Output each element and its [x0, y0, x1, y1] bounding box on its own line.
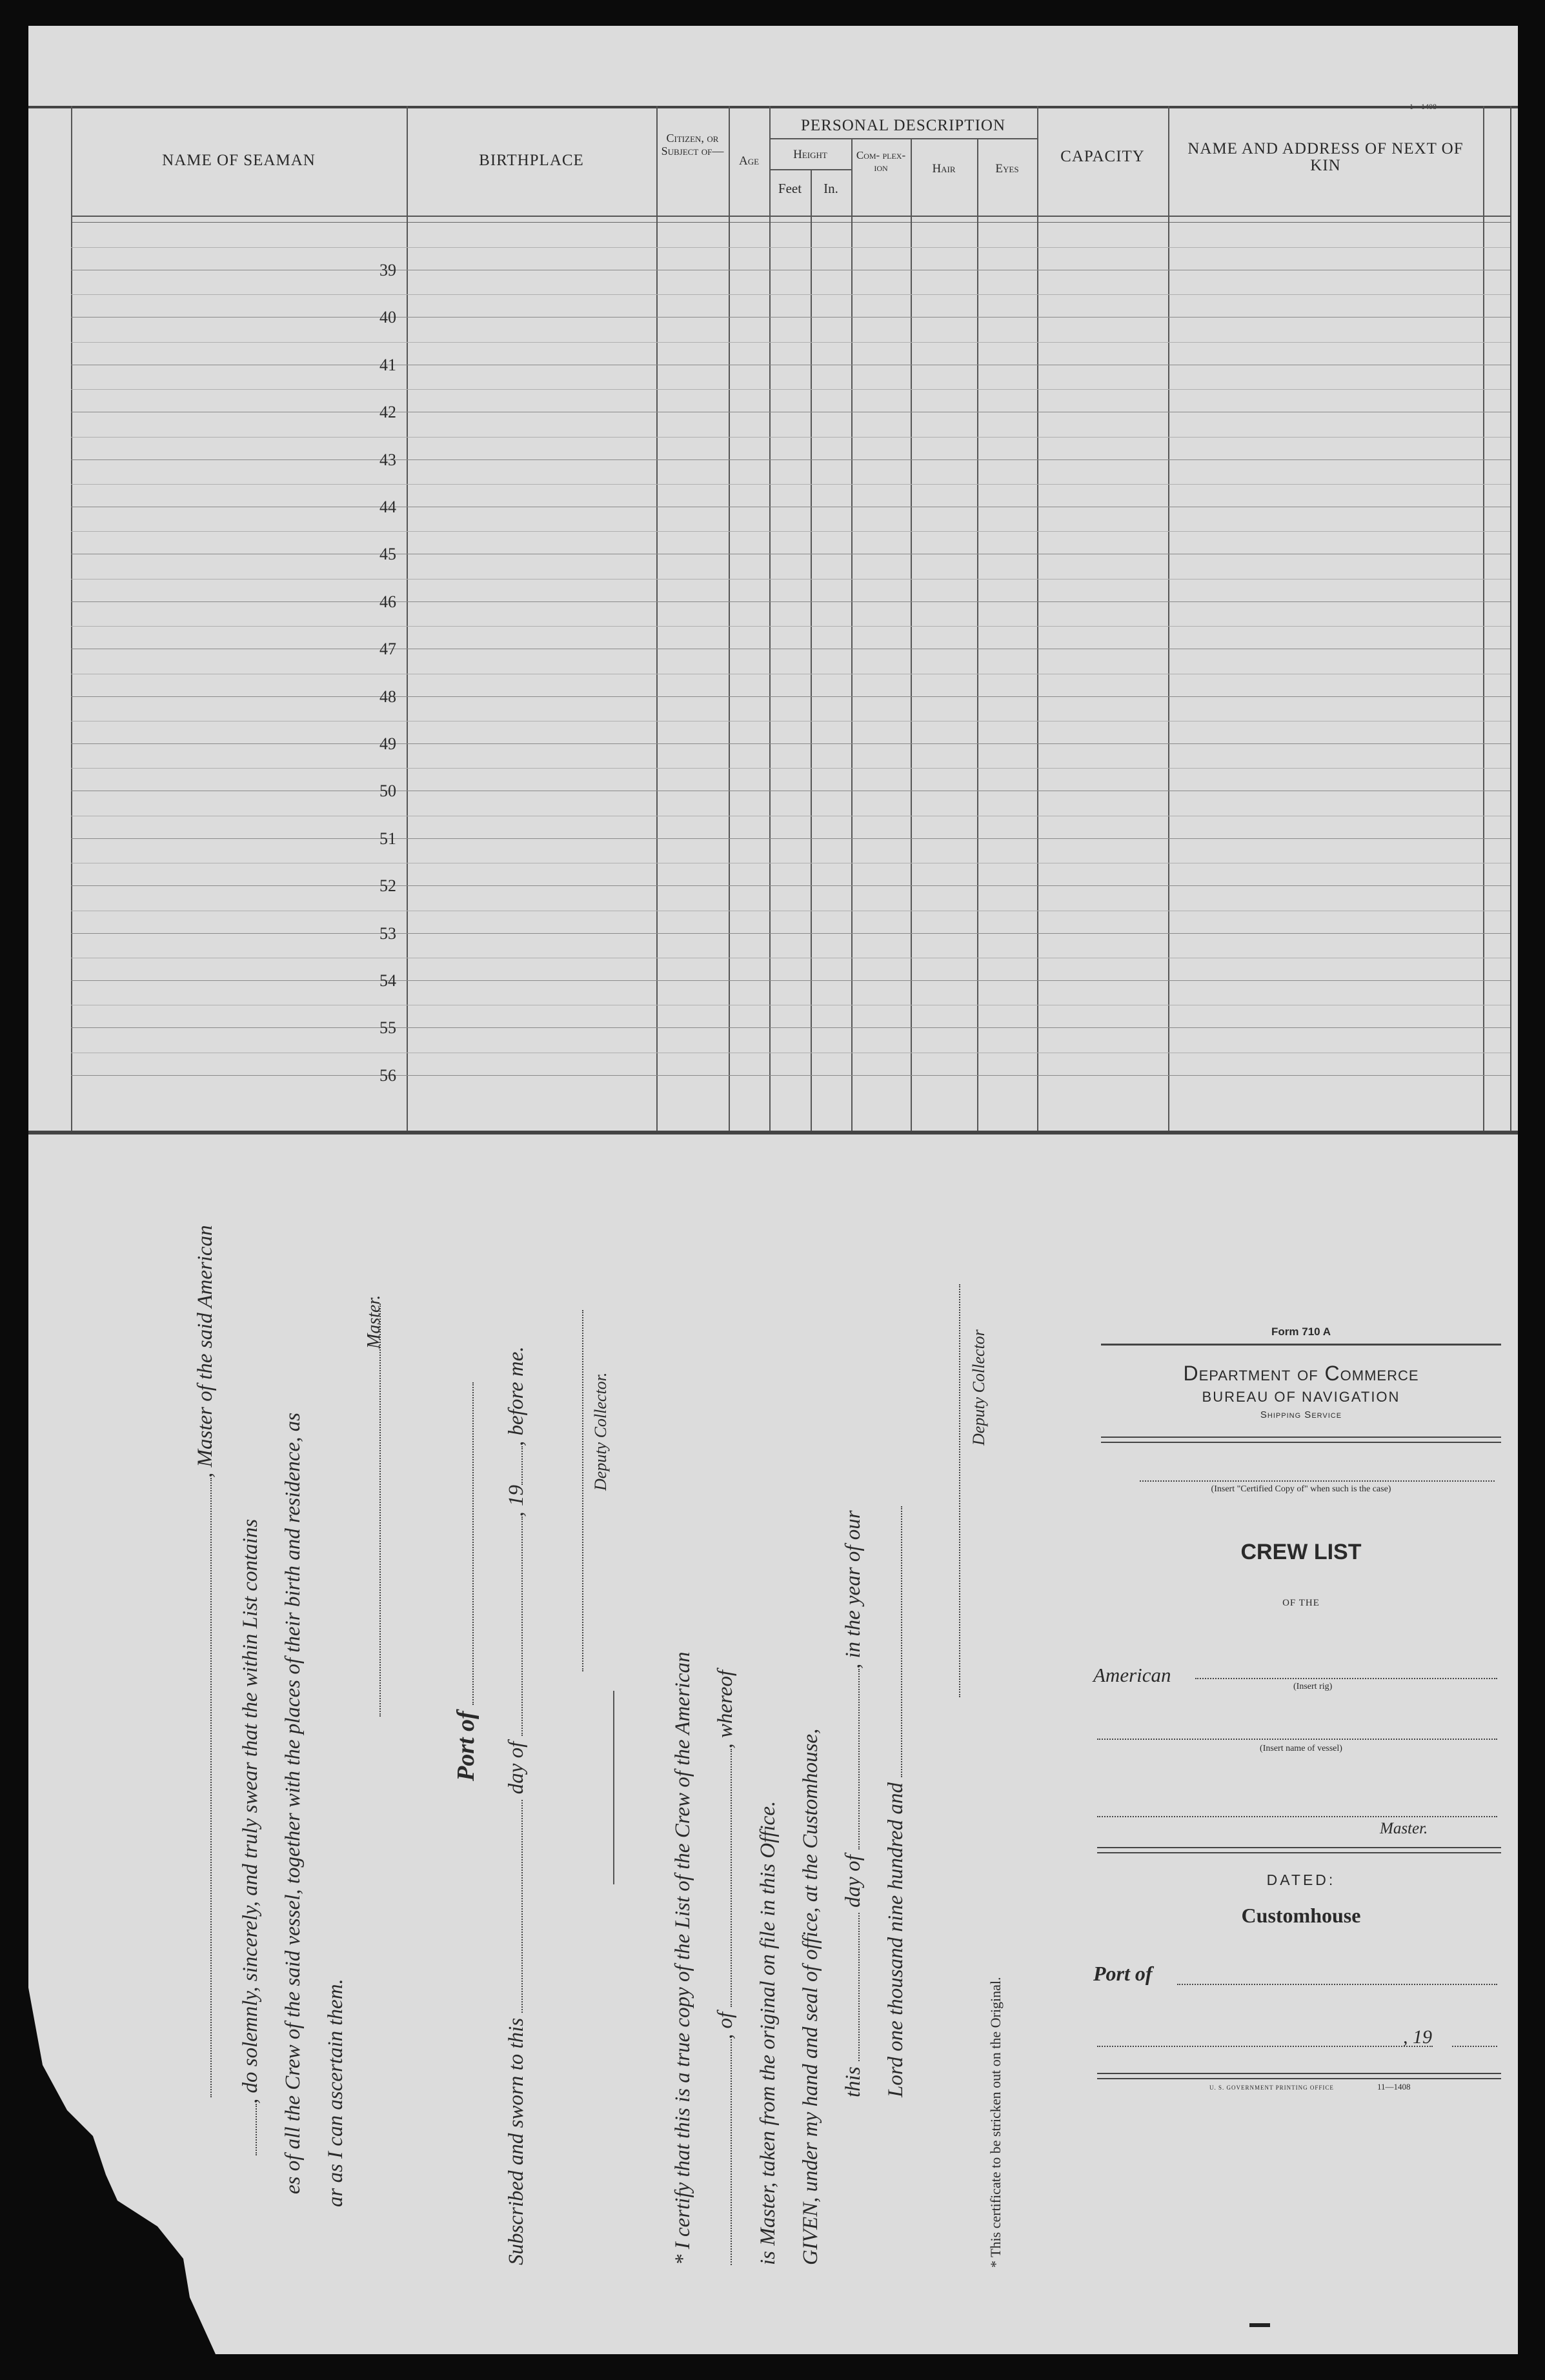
col-line — [71, 106, 72, 1131]
cover-service: Shipping Service — [1260, 1409, 1342, 1420]
row-number: 50 — [379, 782, 396, 800]
col-line — [656, 106, 658, 1131]
row-guide-line — [71, 579, 1510, 580]
table-bottom-rule — [28, 1131, 1518, 1135]
col-header-inches: In. — [823, 181, 838, 196]
row-line — [71, 1075, 1510, 1076]
row-number: 43 — [379, 450, 396, 469]
row-line — [71, 1027, 1510, 1028]
row-guide-line — [71, 626, 1510, 627]
row-number: 39 — [379, 261, 396, 279]
row-guide-line — [71, 531, 1510, 532]
oath-deputy-collector: Deputy Collector. — [591, 1372, 610, 1491]
cover-master-line — [1097, 1816, 1497, 1817]
row-line — [71, 980, 1510, 981]
col-line — [911, 138, 912, 1131]
col-header-name: NAME OF SEAMAN — [162, 152, 316, 169]
col-line — [729, 106, 730, 1131]
cover-rig-line — [1195, 1678, 1497, 1679]
cover-dated: DATED: — [1266, 1871, 1336, 1888]
row-number: 40 — [379, 308, 396, 327]
col-line — [811, 169, 812, 1131]
row-number: 56 — [379, 1066, 396, 1085]
cover-year-line — [1452, 2046, 1497, 2047]
col-line — [1037, 106, 1038, 1131]
cover-rule-top — [1101, 1344, 1501, 1346]
row-guide-line — [71, 247, 1510, 248]
col-header-capacity: CAPACITY — [1060, 148, 1145, 165]
col-line — [1510, 106, 1511, 1131]
oath-collector-line — [565, 1310, 589, 1671]
cover-form-number: Form 710 A — [1271, 1326, 1331, 1338]
binding-mark — [1249, 2323, 1270, 2327]
cover-rule-3 — [1097, 1847, 1501, 1848]
row-number: 49 — [379, 734, 396, 753]
oath-subscribed: Subscribed and sworn to this day of , 19, before me. — [505, 1346, 528, 2265]
cover-bureau: BUREAU OF NAVIGATION — [1202, 1389, 1400, 1405]
row-number: 42 — [379, 403, 396, 421]
row-number: 54 — [379, 971, 396, 990]
cover-department: Department of Commerce — [1183, 1362, 1419, 1385]
col-header-personal-description: PERSONAL DESCRIPTION — [800, 117, 1006, 134]
row-number: 51 — [379, 829, 396, 848]
cert-footnote: * This certificate to be stricken out on the Original. — [987, 1977, 1004, 2268]
col-line — [769, 106, 771, 1131]
col-line — [851, 138, 853, 1131]
cover-insert-vessel: (Insert name of vessel) — [1260, 1744, 1342, 1753]
cert-line-2: , of , whereof — [714, 1670, 738, 2265]
cover-rule-1 — [1101, 1437, 1501, 1438]
cover-of-the: OF THE — [1282, 1598, 1320, 1608]
cover-insert-rig: (Insert rig) — [1293, 1682, 1333, 1691]
col-header-eyes: Eyes — [995, 162, 1019, 176]
cover-certified-line — [1140, 1480, 1495, 1482]
col-line — [977, 138, 978, 1131]
cover-customhouse: Customhouse — [1241, 1904, 1361, 1927]
col-header-complexion: Com- plex- ion — [856, 149, 906, 174]
col-header-next-of-kin: NAME AND ADDRESS OF NEXT OF KIN — [1187, 140, 1464, 175]
cover-rule-2 — [1101, 1442, 1501, 1443]
cover-american: American — [1093, 1664, 1171, 1686]
col-line — [407, 106, 408, 1131]
col-header-age: Age — [738, 154, 760, 168]
height-rule — [769, 169, 851, 170]
row-guide-line — [71, 389, 1510, 390]
row-number: 48 — [379, 687, 396, 706]
row-line — [71, 933, 1510, 934]
cover-date-line — [1097, 2046, 1433, 2047]
row-guide-line — [71, 768, 1510, 769]
cert-line-4: GIVEN, under my hand and seal of office, at the Customhouse, — [799, 1728, 822, 2265]
cover-master: Master. — [1380, 1820, 1428, 1837]
cover-printer-code: 11—1408 — [1377, 2082, 1411, 2092]
col-header-height: Height — [793, 148, 827, 161]
row-guide-line — [71, 437, 1510, 438]
row-number: 44 — [379, 498, 396, 516]
header-bottom-rule — [71, 216, 1510, 217]
table-top-rule — [28, 106, 1518, 108]
oath-line-3: es of all the Crew of the said vessel, together with the places of their birth and residence, as — [281, 1412, 305, 2194]
cert-deputy-collector: Deputy Collector — [969, 1329, 988, 1446]
cover-rule-5 — [1097, 2073, 1501, 2074]
row-guide-line — [71, 294, 1510, 295]
cert-line-1: * I certify that this is a true copy of the List of the Crew of the American — [671, 1651, 694, 2265]
cert-line-6: Lord one thousand nine hundred and — [884, 1506, 908, 2097]
row-number: 46 — [379, 592, 396, 611]
col-header-feet: Feet — [778, 181, 802, 196]
oath-divider — [613, 1691, 614, 1884]
oath-line-2: , do solemnly, sincerely, and truly swear that the within List contains — [239, 1519, 263, 2155]
cert-line-5: this day of , in the year of our — [842, 1510, 865, 2097]
row-guide-line — [71, 484, 1510, 485]
col-header-citizen: Citizen, or Subject of— — [661, 132, 724, 157]
cover-printer: U. S. GOVERNMENT PRINTING OFFICE — [1209, 2084, 1334, 2091]
cert-collector-line — [942, 1284, 966, 1697]
row-number: 41 — [379, 356, 396, 374]
row-guide-line — [71, 342, 1510, 343]
cover-year: , 19 — [1403, 2026, 1432, 2048]
oath-line-4: ar as I can ascertain them. — [324, 1979, 347, 2207]
row-line — [71, 459, 1510, 460]
row-line — [71, 885, 1510, 886]
cover-port-line — [1177, 1984, 1497, 1985]
row-line — [71, 743, 1510, 744]
row-line — [71, 317, 1510, 318]
oath-master-label: Master. — [364, 1295, 384, 1349]
row-line — [71, 696, 1510, 697]
header-double-rule — [71, 222, 1510, 223]
oath-port-of: Port of — [452, 1382, 480, 1781]
row-number: 45 — [379, 545, 396, 563]
row-line — [71, 601, 1510, 602]
col-line — [1168, 106, 1169, 1131]
row-number: 52 — [379, 876, 396, 895]
oath-master-line — [363, 1304, 387, 1717]
cert-line-3: is Master, taken from the original on file in this Office. — [756, 1800, 780, 2265]
col-line — [1483, 106, 1484, 1131]
form-sheet — [28, 26, 1518, 2354]
oath-line-1: , Master of the said American — [194, 1225, 217, 2097]
row-line — [71, 838, 1510, 839]
cover-rule-4 — [1097, 1852, 1501, 1853]
row-number: 53 — [379, 924, 396, 943]
row-number: 55 — [379, 1018, 396, 1037]
col-header-birthplace: BIRTHPLACE — [479, 152, 584, 169]
torn-corner — [28, 1988, 222, 2354]
cover-port-of: Port of — [1093, 1962, 1153, 1985]
form-corner-code: 1—1408 — [1409, 102, 1437, 111]
col-header-hair: Hair — [932, 162, 956, 176]
personal-desc-rule — [769, 138, 1037, 139]
cover-insert-certified: (Insert "Certified Copy of" when such is the case) — [1211, 1484, 1391, 1494]
row-number: 47 — [379, 640, 396, 658]
cover-rule-6 — [1097, 2078, 1501, 2079]
cover-vessel-line — [1097, 1739, 1497, 1740]
cover-title: CREW LIST — [1240, 1540, 1362, 1564]
